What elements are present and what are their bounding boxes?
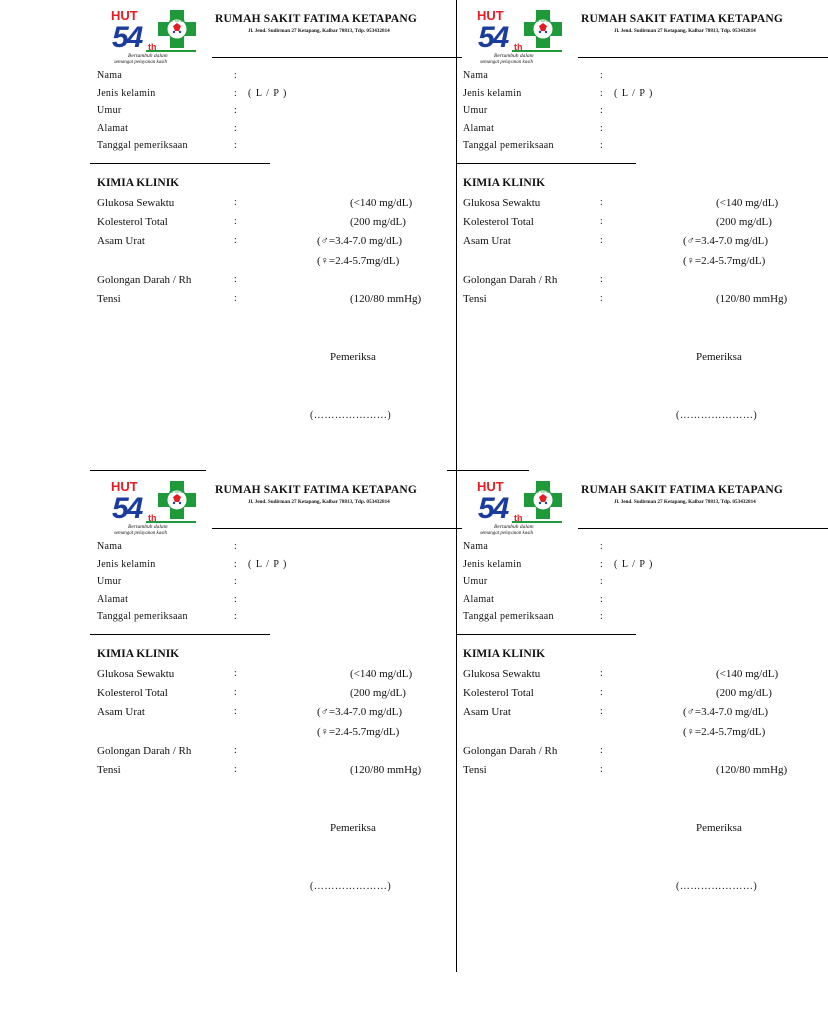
test-colon: : (600, 706, 603, 717)
field-colon: : (600, 105, 603, 116)
ref-range-uric-acid-female: (♀=2.4-5.7mg/dL) (317, 255, 400, 267)
field-colon: : (600, 541, 603, 552)
test-colon: : (234, 745, 237, 756)
field-colon: : (234, 611, 237, 622)
field-label-address: Alamat (97, 123, 129, 134)
svg-text:Bertumbuh dalam: Bertumbuh dalam (494, 524, 534, 530)
field-colon: : (234, 123, 237, 134)
field-colon: : (234, 140, 237, 151)
test-colon: : (600, 235, 603, 246)
sex-options: ( L / P ) (614, 88, 654, 99)
field-label-age: Umur (463, 576, 488, 587)
svg-text:HUT: HUT (477, 8, 504, 23)
field-colon: : (600, 140, 603, 151)
ref-range-uric-acid-female: (♀=2.4-5.7mg/dL) (683, 255, 766, 267)
field-label-exam-date: Tanggal pemeriksaan (463, 611, 554, 622)
field-colon: : (600, 88, 603, 99)
test-label-blood-type: Golongan Darah / Rh (97, 274, 192, 286)
hospital-address: Jl. Jend. Sudirman 27 Ketapang, Kalbar 78813, Tdp. 053432814 (248, 499, 390, 505)
test-colon: : (600, 668, 603, 679)
ref-range-blood-pressure: (120/80 mmHg) (350, 764, 422, 776)
ref-range-cholesterol: (200 mg/dL) (350, 216, 406, 228)
svg-text:RS. FATIMA: RS. FATIMA (534, 490, 552, 494)
field-label-address: Alamat (97, 594, 129, 605)
ref-range-cholesterol: (200 mg/dL) (716, 216, 772, 228)
header-rule (578, 528, 828, 529)
lab-form-card-1 (90, 0, 462, 460)
test-label-glucose: Glukosa Sewaktu (97, 668, 175, 680)
field-colon: : (600, 611, 603, 622)
test-label-blood-pressure: Tensi (97, 764, 121, 776)
section-title: KIMIA KLINIK (463, 648, 546, 660)
hospital-name: RUMAH SAKIT FATIMA KETAPANG (215, 13, 418, 25)
svg-text:54: 54 (112, 492, 142, 525)
svg-text:semangat pelayanan kasih: semangat pelayanan kasih (114, 531, 168, 536)
svg-text:semangat pelayanan kasih: semangat pelayanan kasih (480, 60, 534, 65)
patient-rule (456, 163, 636, 164)
svg-text:semangat pelayanan kasih: semangat pelayanan kasih (480, 531, 534, 536)
svg-text:HUT: HUT (477, 479, 504, 494)
field-colon: : (234, 576, 237, 587)
ref-range-glucose: (<140 mg/dL) (350, 668, 413, 680)
test-label-cholesterol: Kolesterol Total (97, 216, 168, 228)
field-label-sex: Jenis kelamin (463, 559, 522, 570)
field-label-name: Nama (97, 70, 123, 81)
test-label-glucose: Glukosa Sewaktu (463, 668, 541, 680)
hospital-name: RUMAH SAKIT FATIMA KETAPANG (215, 484, 418, 496)
test-colon: : (600, 197, 603, 208)
field-colon: : (600, 123, 603, 134)
hut-54-logo (474, 6, 578, 64)
header-rule (212, 528, 462, 529)
hospital-name: RUMAH SAKIT FATIMA KETAPANG (581, 484, 784, 496)
test-label-blood-type: Golongan Darah / Rh (463, 274, 558, 286)
examiner-label: Pemeriksa (696, 822, 742, 834)
svg-text:54: 54 (478, 21, 508, 54)
field-label-exam-date: Tanggal pemeriksaan (97, 140, 188, 151)
test-label-uric-acid: Asam Urat (463, 235, 511, 247)
sex-options: ( L / P ) (248, 88, 288, 99)
svg-text:th: th (514, 42, 523, 52)
test-label-blood-pressure: Tensi (463, 293, 487, 305)
field-label-sex: Jenis kelamin (463, 88, 522, 99)
test-colon: : (234, 293, 237, 304)
field-label-name: Nama (97, 541, 123, 552)
lab-form-card-4 (456, 471, 828, 931)
ref-range-uric-acid-female: (♀=2.4-5.7mg/dL) (683, 726, 766, 738)
ref-range-glucose: (<140 mg/dL) (716, 197, 779, 209)
test-label-blood-pressure: Tensi (463, 764, 487, 776)
lab-form-card-3 (90, 471, 462, 931)
ref-range-glucose: (<140 mg/dL) (350, 197, 413, 209)
field-label-name: Nama (463, 541, 489, 552)
test-colon: : (234, 668, 237, 679)
test-colon: : (234, 764, 237, 775)
hut-54-logo (474, 477, 578, 535)
hospital-address: Jl. Jend. Sudirman 27 Ketapang, Kalbar 78813, Tdp. 053432814 (614, 499, 756, 505)
ref-range-blood-pressure: (120/80 mmHg) (716, 764, 788, 776)
test-colon: : (600, 687, 603, 698)
field-colon: : (234, 88, 237, 99)
field-colon: : (600, 594, 603, 605)
field-colon: : (600, 576, 603, 587)
test-label-blood-pressure: Tensi (97, 293, 121, 305)
section-title: KIMIA KLINIK (97, 177, 180, 189)
sex-options: ( L / P ) (614, 559, 654, 570)
field-colon: : (234, 594, 237, 605)
svg-text:Bertumbuh dalam: Bertumbuh dalam (128, 53, 168, 59)
examiner-label: Pemeriksa (330, 351, 376, 363)
test-label-blood-type: Golongan Darah / Rh (463, 745, 558, 757)
ref-range-uric-acid-male: (♂=3.4-7.0 mg/dL) (683, 235, 769, 247)
field-colon: : (234, 559, 237, 570)
svg-text:RS. FATIMA: RS. FATIMA (168, 490, 186, 494)
hospital-address: Jl. Jend. Sudirman 27 Ketapang, Kalbar 78813, Tdp. 053432814 (248, 28, 390, 34)
patient-rule (456, 634, 636, 635)
test-colon: : (234, 235, 237, 246)
svg-text:54: 54 (478, 492, 508, 525)
field-label-address: Alamat (463, 123, 495, 134)
test-colon: : (234, 687, 237, 698)
field-colon: : (600, 70, 603, 81)
patient-rule (90, 163, 270, 164)
test-colon: : (600, 216, 603, 227)
field-colon: : (234, 541, 237, 552)
test-label-cholesterol: Kolesterol Total (463, 687, 534, 699)
svg-text:RS. FATIMA: RS. FATIMA (168, 19, 186, 23)
section-title: KIMIA KLINIK (97, 648, 180, 660)
lab-form-card-2 (456, 0, 828, 460)
test-colon: : (234, 706, 237, 717)
test-label-glucose: Glukosa Sewaktu (97, 197, 175, 209)
test-label-uric-acid: Asam Urat (463, 706, 511, 718)
field-label-address: Alamat (463, 594, 495, 605)
test-colon: : (234, 216, 237, 227)
hospital-address: Jl. Jend. Sudirman 27 Ketapang, Kalbar 78813, Tdp. 053432814 (614, 28, 756, 34)
test-colon: : (600, 274, 603, 285)
svg-text:Bertumbuh dalam: Bertumbuh dalam (128, 524, 168, 530)
field-label-exam-date: Tanggal pemeriksaan (97, 611, 188, 622)
ref-range-blood-pressure: (120/80 mmHg) (716, 293, 788, 305)
patient-rule (90, 634, 270, 635)
field-label-name: Nama (463, 70, 489, 81)
field-label-sex: Jenis kelamin (97, 559, 156, 570)
test-colon: : (600, 764, 603, 775)
field-colon: : (234, 105, 237, 116)
svg-text:HUT: HUT (111, 8, 138, 23)
field-label-age: Umur (97, 576, 122, 587)
ref-range-blood-pressure: (120/80 mmHg) (350, 293, 422, 305)
examiner-label: Pemeriksa (330, 822, 376, 834)
section-title: KIMIA KLINIK (463, 177, 546, 189)
svg-text:Bertumbuh dalam: Bertumbuh dalam (494, 53, 534, 59)
hospital-name: RUMAH SAKIT FATIMA KETAPANG (581, 13, 784, 25)
header-rule (578, 57, 828, 58)
ref-range-cholesterol: (200 mg/dL) (350, 687, 406, 699)
test-colon: : (600, 293, 603, 304)
signature-line: (…………………) (310, 881, 392, 892)
test-label-glucose: Glukosa Sewaktu (463, 197, 541, 209)
test-colon: : (234, 274, 237, 285)
svg-text:th: th (148, 42, 157, 52)
signature-line: (…………………) (676, 881, 758, 892)
test-label-cholesterol: Kolesterol Total (463, 216, 534, 228)
svg-text:54: 54 (112, 21, 142, 54)
examiner-label: Pemeriksa (696, 351, 742, 363)
ref-range-uric-acid-male: (♂=3.4-7.0 mg/dL) (317, 706, 403, 718)
signature-line: (…………………) (676, 410, 758, 421)
hut-54-logo (108, 477, 212, 535)
field-colon: : (600, 559, 603, 570)
ref-range-uric-acid-female: (♀=2.4-5.7mg/dL) (317, 726, 400, 738)
field-label-age: Umur (97, 105, 122, 116)
test-label-blood-type: Golongan Darah / Rh (97, 745, 192, 757)
signature-line: (…………………) (310, 410, 392, 421)
ref-range-uric-acid-male: (♂=3.4-7.0 mg/dL) (317, 235, 403, 247)
ref-range-glucose: (<140 mg/dL) (716, 668, 779, 680)
field-colon: : (234, 70, 237, 81)
test-label-cholesterol: Kolesterol Total (97, 687, 168, 699)
field-label-sex: Jenis kelamin (97, 88, 156, 99)
svg-text:HUT: HUT (111, 479, 138, 494)
test-colon: : (600, 745, 603, 756)
field-label-exam-date: Tanggal pemeriksaan (463, 140, 554, 151)
field-label-age: Umur (463, 105, 488, 116)
sex-options: ( L / P ) (248, 559, 288, 570)
svg-text:semangat pelayanan kasih: semangat pelayanan kasih (114, 60, 168, 65)
svg-text:th: th (148, 513, 157, 523)
svg-text:th: th (514, 513, 523, 523)
hut-54-logo (108, 6, 212, 64)
test-label-uric-acid: Asam Urat (97, 706, 145, 718)
ref-range-uric-acid-male: (♂=3.4-7.0 mg/dL) (683, 706, 769, 718)
test-label-uric-acid: Asam Urat (97, 235, 145, 247)
svg-text:RS. FATIMA: RS. FATIMA (534, 19, 552, 23)
test-colon: : (234, 197, 237, 208)
header-rule (212, 57, 462, 58)
ref-range-cholesterol: (200 mg/dL) (716, 687, 772, 699)
